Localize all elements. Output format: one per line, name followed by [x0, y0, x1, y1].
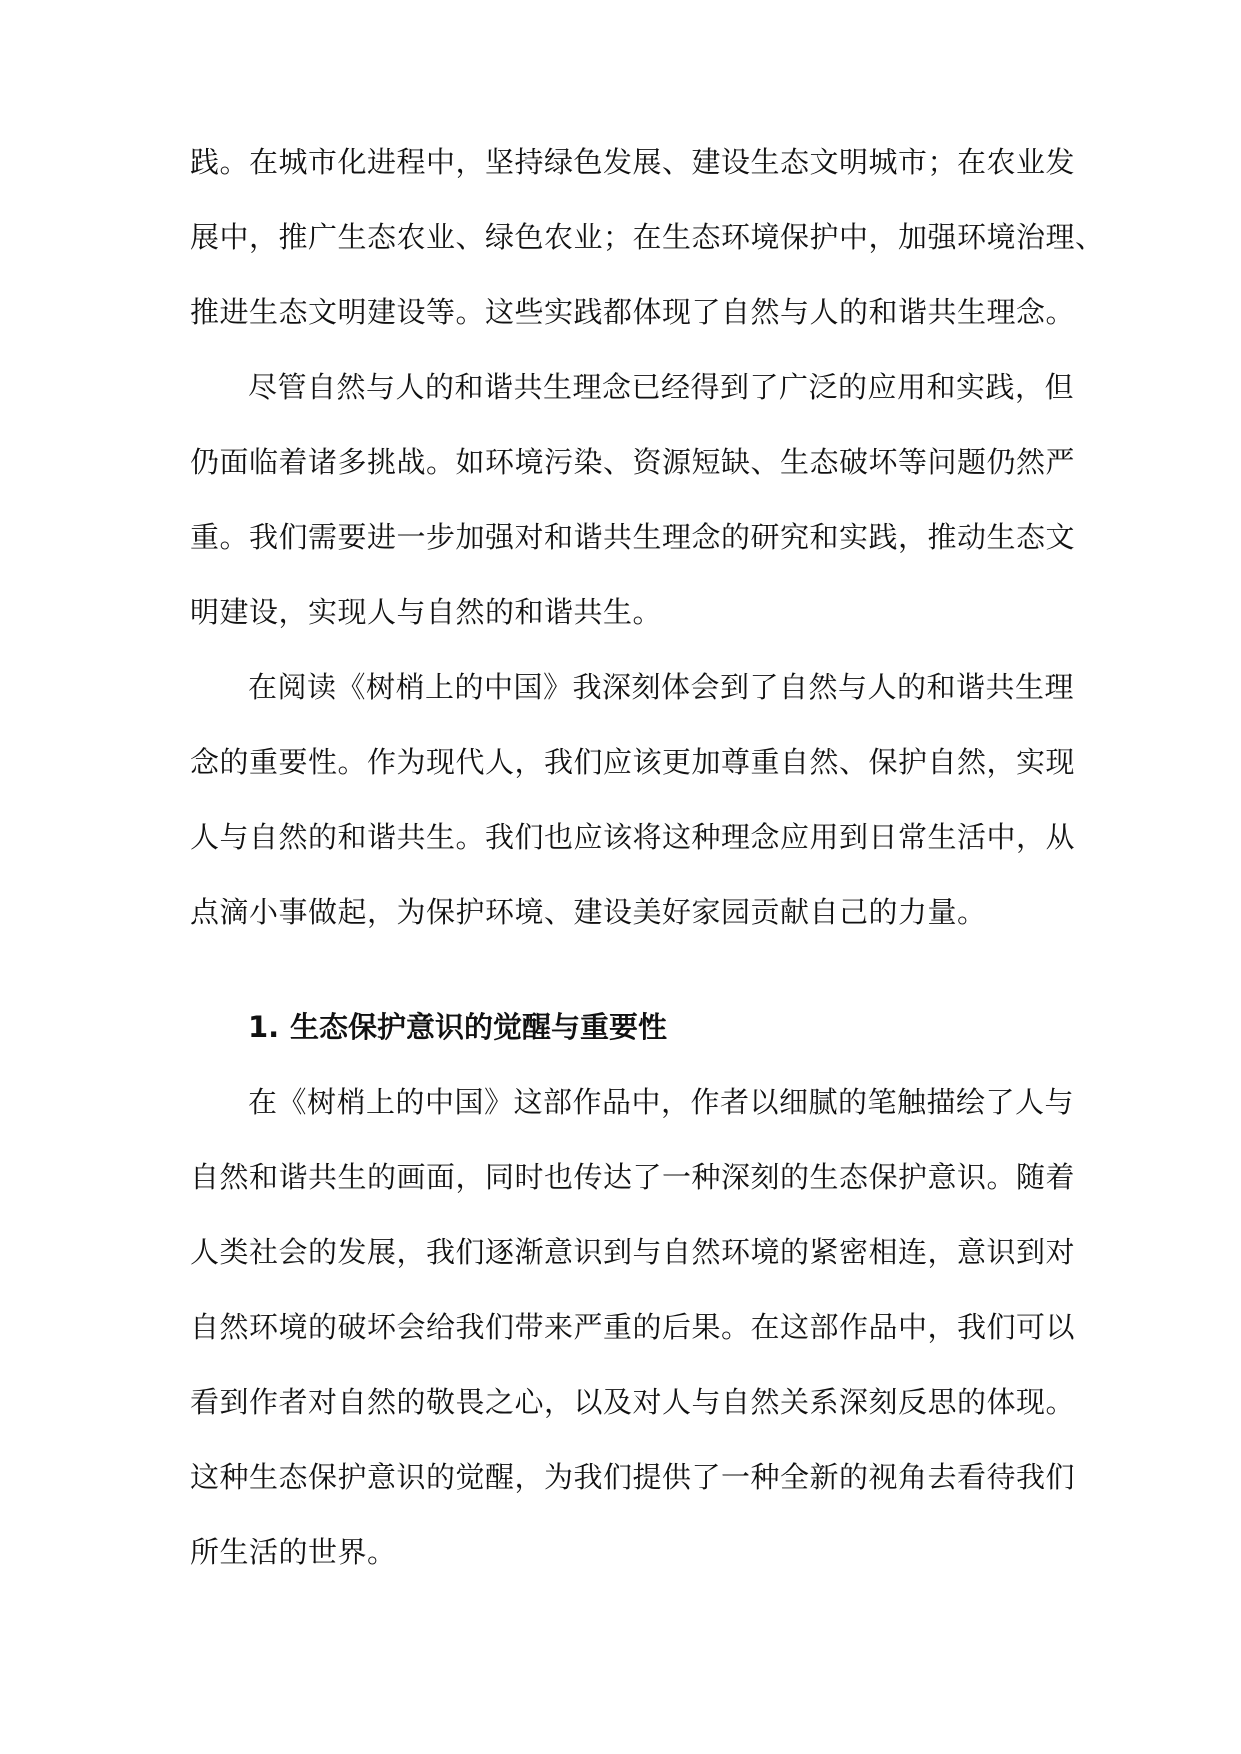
section-title: 生态保护意识的觉醒与重要性 [290, 1010, 668, 1044]
paragraph-line: 尽管自然与人的和谐共生理念已经得到了广泛的应用和实践，但 [248, 370, 1075, 404]
paragraph-line: 人与自然的和谐共生。我们也应该将这种理念应用到日常生活中，从 [190, 820, 1076, 854]
paragraph-line: 推进生态文明建设等。这些实践都体现了自然与人的和谐共生理念。 [190, 295, 1076, 329]
paragraph-line: 践。在城市化进程中，坚持绿色发展、建设生态文明城市；在农业发 [190, 145, 1076, 179]
paragraph-line: 所生活的世界。 [190, 1535, 397, 1569]
paragraph-line: 点滴小事做起，为保护环境、建设美好家园贡献自己的力量。 [190, 895, 987, 929]
paragraph-line: 在阅读《树梢上的中国》我深刻体会到了自然与人的和谐共生理 [248, 670, 1075, 704]
paragraph-line: 念的重要性。作为现代人，我们应该更加尊重自然、保护自然，实现 [190, 745, 1076, 779]
paragraph-4 [190, 1082, 1090, 1607]
paragraph-line: 这种生态保护意识的觉醒，为我们提供了一种全新的视角去看待我们 [190, 1460, 1076, 1494]
section-number: 1. [248, 1010, 280, 1044]
paragraph-line: 在《树梢上的中国》这部作品中，作者以细腻的笔触描绘了人与 [248, 1085, 1075, 1119]
section-spacer [190, 967, 1090, 1007]
paragraph-line: 自然和谐共生的画面，同时也传达了一种深刻的生态保护意识。随着 [190, 1160, 1076, 1194]
paragraph-1 [190, 142, 1105, 367]
paragraph-line: 仍面临着诸多挑战。如环境污染、资源短缺、生态破坏等问题仍然严 [190, 445, 1076, 479]
paragraph-line: 明建设，实现人与自然的和谐共生。 [190, 595, 663, 629]
paragraph-line: 看到作者对自然的敬畏之心，以及对人与自然关系深刻反思的体现。 [190, 1385, 1076, 1419]
paragraph-2 [190, 367, 1090, 667]
paragraph-line: 自然环境的破坏会给我们带来严重的后果。在这部作品中，我们可以 [190, 1310, 1076, 1344]
section-heading [190, 1007, 1090, 1082]
paragraph-line: 展中，推广生态农业、绿色农业；在生态环境保护中，加强环境治理、 [190, 220, 1105, 254]
paragraph-line: 重。我们需要进一步加强对和谐共生理念的研究和实践，推动生态文 [190, 520, 1076, 554]
paragraph-line: 人类社会的发展，我们逐渐意识到与自然环境的紧密相连，意识到对 [190, 1235, 1076, 1269]
paragraph-3 [190, 667, 1090, 967]
document-body [190, 142, 1105, 1607]
